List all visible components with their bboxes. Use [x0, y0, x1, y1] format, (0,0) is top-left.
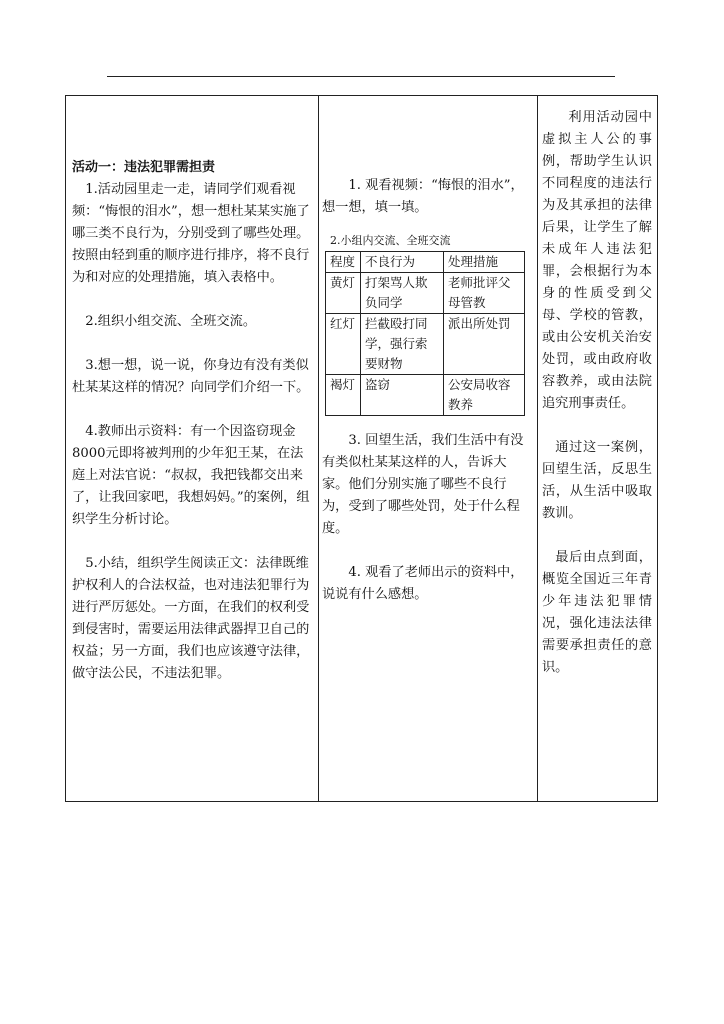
table-cell: 公安局收容教养: [444, 375, 525, 416]
paragraph: 3.想一想，说一说，你身边有没有类似杜某某这样的情况？向同学们介绍一下。: [72, 358, 310, 395]
paragraph: 1. 观看视频：“悔恨的泪水”，想一想，填一填。: [322, 178, 524, 215]
teacher-activity-column: [72, 96, 314, 801]
table-header-cell: 程度: [326, 252, 361, 273]
table-cell: 褐灯: [326, 375, 361, 416]
sub-caption: 2.小组内交流、全班交流: [330, 234, 451, 247]
paragraph: 4. 观看了老师出示的资料中，说说有什么感想。: [322, 565, 524, 602]
paragraph: 2.组织小组交流、全班交流。: [85, 314, 257, 329]
table-cell: 拦截殴打同学，强行索要财物: [361, 314, 444, 375]
design-intent-column: [542, 96, 652, 801]
activity-heading: 活动一：违法犯罪需担责: [72, 160, 216, 175]
paragraph: 通过这一案例，回望生活，反思生活，从生活中吸取教训。: [542, 440, 652, 521]
lesson-table: [65, 95, 658, 802]
table-cell: 老师批评父母管教: [444, 273, 525, 314]
paragraph: 3. 回望生活，我们生活中有没有类似杜某某这样的人，告诉大家。他们分别实施了哪些不良行为，受到了哪些处罚，处于什么程度。: [322, 433, 524, 536]
header-rule: [107, 76, 615, 77]
table-header-cell: 不良行为: [361, 252, 444, 273]
table-cell: 打架骂人欺负同学: [361, 273, 444, 314]
column-divider: [318, 96, 319, 801]
column-divider: [537, 96, 538, 801]
table-cell: 盗窃: [361, 375, 444, 416]
paragraph: 4.教师出示资料：有一个因盗窃现金8000元即将被判刑的少年犯王某，在法庭上对法官说：“叔叔，我把钱都交出来了，让我回家吧，我想妈妈。”的案例，组织学生分析讨论。: [72, 424, 310, 527]
table-row: [326, 314, 525, 375]
paragraph: 5.小结，组织学生阅读正文：法律既维护权利人的合法权益，也对违法犯罪行为进行严厉惩处。一方面，在我们的权利受到侵害时，需要运用法律武器捍卫自己的权益；另一方面，我们也应该遵守法律，做守法公民，不违法犯罪。: [72, 556, 310, 681]
table-row: [326, 375, 525, 416]
table-cell: 派出所处罚: [444, 314, 525, 375]
behavior-table: [325, 251, 525, 416]
paragraph: 利用活动园中虚拟主人公的事例，帮助学生认识不同程度的违法行为及其承担的法律后果，让学生了解未成年人违法犯罪，会根据行为本身的性质受到父母、学校的管教，或由公安机关治安处罚，或由政府收容教养，或由法院追究刑事责任。: [542, 110, 652, 411]
table-row: [326, 273, 525, 314]
table-cell: 红灯: [326, 314, 361, 375]
table-cell: 黄灯: [326, 273, 361, 314]
table-header-row: [326, 252, 525, 273]
paragraph: 1.活动园里走一走，请同学们观看视频：“悔恨的泪水”，想一想杜某某实施了哪三类不良行为，分别受到了哪些处理。按照由轻到重的顺序进行排序，将不良行为和对应的处理措施，填入表格中。: [72, 182, 310, 285]
student-activity-column: [322, 96, 532, 801]
paragraph: 最后由点到面，概览全国近三年青少年违法犯罪情况，强化违法法律需要承担责任的意识。: [542, 550, 652, 675]
table-header-cell: 处理措施: [444, 252, 525, 273]
